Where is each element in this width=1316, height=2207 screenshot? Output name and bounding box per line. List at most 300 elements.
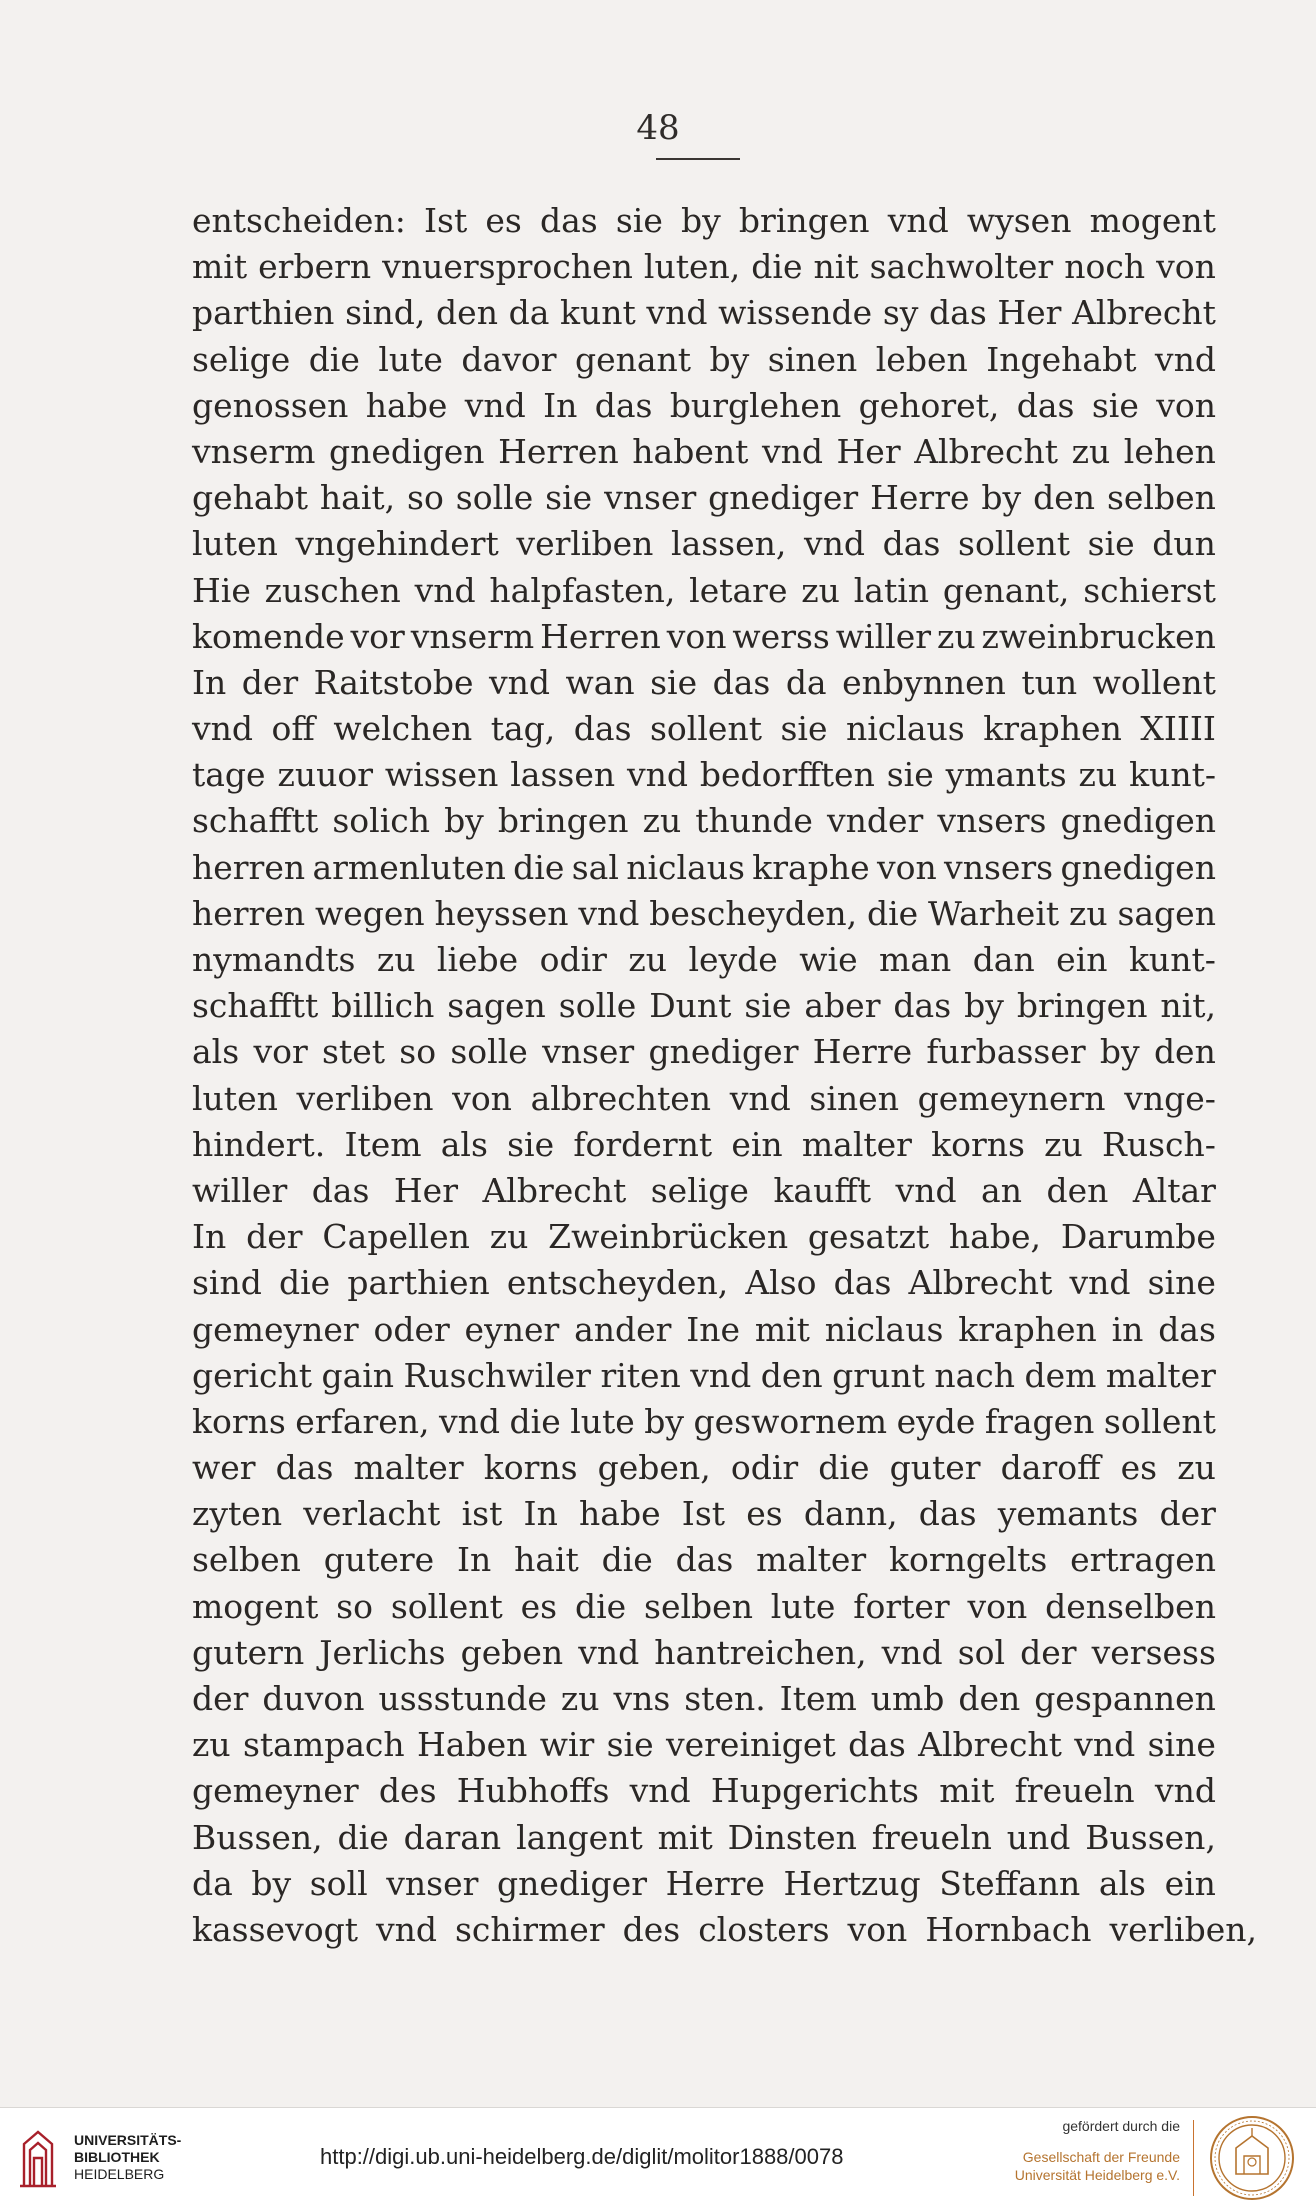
library-line-2: BIBLIOTHEK	[74, 2149, 160, 2165]
word: nymandts	[192, 940, 356, 979]
word: gnedigen	[1060, 847, 1216, 887]
word: Hertzug	[783, 1863, 921, 1903]
word: werss	[732, 616, 830, 656]
word: niclaus	[824, 1309, 944, 1349]
word: den	[1153, 1032, 1216, 1072]
word: den	[1046, 1170, 1109, 1210]
word: vnser	[386, 1863, 479, 1903]
word: Ist	[423, 201, 468, 240]
word: habent	[632, 431, 749, 471]
word: guter	[889, 1448, 981, 1488]
word: geben	[460, 1632, 564, 1672]
word: den	[436, 293, 498, 333]
word: verliben	[516, 524, 654, 564]
word: genossen	[192, 385, 349, 425]
word: zu	[1078, 755, 1118, 795]
word: lassen	[510, 755, 616, 795]
text-line	[192, 1214, 1216, 1260]
text-line	[192, 1722, 1216, 1768]
word: Her	[836, 431, 901, 471]
word: In	[456, 1540, 492, 1580]
word: halpfasten,	[489, 570, 676, 610]
word: komende	[192, 616, 345, 656]
word: vnd	[887, 201, 949, 240]
word: es	[485, 201, 522, 240]
word: das	[1158, 1309, 1216, 1349]
word: sie	[606, 1725, 654, 1765]
word: dem	[1024, 1355, 1097, 1395]
word: lute	[770, 1586, 836, 1626]
word: Herre	[665, 1863, 765, 1903]
word: zyten	[192, 1494, 283, 1534]
word: vns	[613, 1679, 671, 1718]
word: in	[1111, 1309, 1144, 1349]
word: das	[882, 524, 941, 564]
word: In	[192, 662, 227, 702]
word: das	[712, 662, 771, 702]
word: selben	[644, 1586, 753, 1626]
word: thunde	[695, 801, 813, 841]
word: wie	[799, 940, 858, 979]
word: hindert.	[192, 1124, 326, 1164]
word: nit	[813, 247, 859, 287]
text-line	[192, 475, 1216, 521]
word: schirmer	[455, 1909, 605, 1949]
word: vnd	[895, 1170, 957, 1210]
word: soll	[309, 1863, 368, 1903]
word: es	[520, 1586, 558, 1626]
sponsor-line-2: Universität Heidelberg e.V.	[1014, 2167, 1180, 2183]
word: zu	[628, 940, 668, 979]
word: solle	[450, 1032, 528, 1072]
word: armenluten	[312, 847, 506, 887]
word: vngehindert	[295, 524, 499, 564]
word: vnd	[1154, 1771, 1216, 1811]
word: sagen	[1117, 893, 1216, 933]
word: Jerlichs	[319, 1632, 446, 1672]
word: ertragen	[1070, 1540, 1216, 1580]
word: bringen	[1016, 986, 1148, 1026]
word: den	[958, 1679, 1021, 1718]
library-line-3: HEIDELBERG	[74, 2166, 165, 2182]
word: das	[918, 1494, 977, 1534]
word: zu	[1068, 893, 1108, 933]
sponsor-block	[1010, 2118, 1180, 2184]
word: lehen	[1123, 431, 1216, 471]
word: tun	[1021, 662, 1078, 702]
word: gesatzt	[807, 1217, 930, 1257]
word: luten	[192, 524, 278, 564]
word: sine	[1147, 1725, 1216, 1765]
word: dun	[1152, 524, 1216, 564]
word: als	[192, 1032, 240, 1072]
word: schafftt	[192, 801, 319, 841]
word: nit,	[1160, 986, 1216, 1026]
word: willer	[835, 616, 931, 656]
sponsor-line-1: Gesellschaft der Freunde	[1022, 2149, 1180, 2165]
word: sollent	[1103, 1401, 1216, 1441]
word: die	[601, 1540, 653, 1580]
word: das	[594, 385, 653, 425]
word: Dunt	[649, 986, 732, 1026]
word: sollent	[390, 1586, 503, 1626]
word: zu	[376, 940, 416, 979]
word: gnedigen	[1060, 801, 1216, 841]
word: habe	[365, 385, 448, 425]
word: die	[866, 893, 919, 933]
word: nach	[934, 1355, 1015, 1395]
word: vnd	[1074, 1725, 1136, 1765]
word: ist	[461, 1494, 503, 1534]
word: man	[879, 940, 952, 979]
word: kraphen	[983, 709, 1122, 749]
word: sagen	[447, 986, 546, 1026]
word: und	[1006, 1817, 1071, 1857]
word: by	[981, 478, 1022, 518]
text-line	[192, 568, 1216, 614]
text-line	[192, 1491, 1216, 1537]
word: korns	[483, 1448, 578, 1488]
word: sollent	[958, 524, 1070, 564]
word: vnuersprochen	[382, 247, 633, 287]
word: noch	[1064, 247, 1146, 287]
word: fordernt	[573, 1124, 713, 1164]
word: die	[509, 1401, 561, 1441]
page-number-rule	[656, 158, 740, 160]
word: vnsers	[937, 801, 1047, 841]
word: sinen	[767, 339, 858, 379]
word: wegen	[314, 893, 425, 933]
word: Altar	[1132, 1170, 1216, 1210]
word: vnd	[414, 570, 476, 610]
word: verliben	[296, 1078, 434, 1118]
text-line	[192, 1537, 1216, 1583]
word: by	[1099, 1032, 1140, 1072]
word: des	[378, 1771, 437, 1811]
word: wir	[539, 1725, 595, 1765]
word: stet	[322, 1032, 385, 1072]
text-line	[192, 660, 1216, 706]
word: das	[675, 1540, 734, 1580]
word: malter	[756, 1540, 867, 1580]
word: der	[246, 1217, 303, 1257]
word: umb	[870, 1679, 945, 1718]
word: die	[574, 1586, 627, 1626]
word: ussstunde	[378, 1679, 547, 1718]
word: niclaus	[846, 709, 965, 749]
word: billich	[331, 986, 435, 1026]
text-line	[192, 290, 1216, 336]
word: furbasser	[926, 1032, 1086, 1072]
word: Warheit	[928, 893, 1060, 933]
word: Her	[393, 1170, 458, 1210]
word: langent	[516, 1817, 643, 1857]
word: wer	[192, 1448, 256, 1488]
word: vnd	[439, 1401, 501, 1441]
word: den	[760, 1355, 823, 1395]
text-line	[192, 891, 1216, 937]
word: versess	[1091, 1632, 1216, 1672]
text-line	[192, 706, 1216, 752]
text-line	[192, 1399, 1216, 1445]
word: In	[192, 1217, 227, 1257]
word: letare	[689, 570, 788, 610]
word: schafftt	[192, 986, 319, 1026]
word: Herren	[540, 616, 661, 656]
word: heyssen	[434, 893, 569, 933]
word: verlacht	[303, 1494, 441, 1534]
word: Hubhoffs	[456, 1771, 610, 1811]
word: by	[444, 801, 484, 841]
word: vnd	[629, 1771, 691, 1811]
word: da	[508, 293, 550, 333]
word: Albrecht	[908, 1263, 1053, 1303]
word: genant	[574, 339, 692, 379]
word: bringen	[738, 201, 870, 240]
word: zu	[1071, 431, 1111, 471]
word: vnd	[729, 1078, 791, 1118]
text-line	[192, 614, 1216, 660]
word: dan	[972, 940, 1035, 979]
word: das	[573, 709, 632, 749]
word: freueln	[871, 1817, 992, 1857]
word: closters	[698, 1909, 830, 1949]
word: vnsers	[944, 847, 1054, 887]
word: Item	[344, 1124, 422, 1164]
word: by	[709, 339, 750, 379]
word: Herre	[812, 1032, 913, 1072]
word: sine	[1147, 1263, 1216, 1303]
word: sal	[571, 847, 619, 887]
page-number: 48	[636, 108, 680, 148]
word: mit	[657, 1817, 713, 1857]
word: da	[785, 662, 827, 702]
library-line-1: UNIVERSITÄTS-	[74, 2132, 182, 2148]
word: sinen	[809, 1078, 899, 1118]
word: hantreichen,	[654, 1632, 867, 1672]
word: dann,	[803, 1494, 898, 1534]
word: solich	[332, 801, 431, 841]
word: sind,	[345, 293, 426, 333]
word: gutern	[192, 1632, 305, 1672]
word: by	[251, 1863, 292, 1903]
word: Bussen,	[1085, 1817, 1216, 1857]
word: mit	[754, 1309, 810, 1349]
word: vnd	[488, 662, 550, 702]
word: eyner	[464, 1309, 560, 1349]
word: kassevogt	[192, 1909, 358, 1949]
word: leyde	[688, 940, 778, 979]
word: gericht	[192, 1355, 312, 1395]
word: vnd	[192, 709, 254, 749]
word: ymants	[945, 755, 1067, 795]
word: gespannen	[1034, 1679, 1216, 1718]
word: sie	[545, 478, 593, 518]
word: selben	[192, 1540, 301, 1580]
text-line	[192, 1029, 1216, 1075]
text-line	[192, 521, 1216, 567]
text-line	[192, 429, 1216, 475]
word: tag,	[490, 709, 556, 749]
word: zuuor	[277, 755, 374, 795]
text-line	[192, 937, 1216, 983]
word: malter	[801, 1124, 912, 1164]
word: enbynnen	[842, 662, 1006, 702]
word: wan	[565, 662, 635, 702]
word: sie	[650, 662, 698, 702]
word: welchen	[333, 709, 473, 749]
word: mit	[939, 1771, 995, 1811]
word: grunt	[832, 1355, 925, 1395]
word: sollent	[650, 709, 762, 749]
word: gnediger	[708, 478, 859, 518]
text-line	[192, 1353, 1216, 1399]
word: albrechten	[530, 1078, 712, 1118]
word: sie	[744, 986, 792, 1026]
word: davor	[461, 339, 557, 379]
library-name	[74, 2132, 181, 2183]
word: Hupgerichts	[710, 1771, 919, 1811]
word: gutere	[323, 1540, 435, 1580]
word: lassen,	[671, 524, 787, 564]
word: parthien	[347, 1263, 490, 1303]
word: leben	[875, 339, 968, 379]
word: eyde	[896, 1401, 976, 1441]
word: kraphe	[752, 847, 870, 887]
word: Herre	[870, 478, 970, 518]
word: von	[847, 1909, 908, 1949]
word: liebe	[436, 940, 519, 979]
word: mit	[192, 247, 248, 287]
text-line	[192, 1815, 1216, 1861]
text-line	[192, 798, 1216, 844]
word: geswornem	[693, 1401, 888, 1441]
text-line	[192, 1168, 1216, 1214]
word: daran	[403, 1817, 502, 1857]
word: habe	[579, 1494, 661, 1534]
word: selben	[1106, 478, 1216, 518]
word: luten	[192, 1078, 278, 1118]
word: vnd	[578, 1632, 640, 1672]
word: das	[833, 1263, 892, 1303]
word: erfaren,	[295, 1401, 430, 1441]
word: sie	[615, 201, 663, 240]
text-line	[192, 244, 1216, 290]
word: Her	[997, 293, 1062, 333]
word: das	[893, 986, 952, 1026]
word: die	[279, 1263, 331, 1303]
word: latin	[853, 570, 930, 610]
text-line	[192, 1676, 1216, 1722]
text-line	[192, 983, 1216, 1029]
word: denselben	[1045, 1586, 1216, 1626]
word: forter	[853, 1586, 950, 1626]
word: vor	[253, 1032, 308, 1072]
word: Herren	[498, 431, 619, 471]
word: da	[192, 1863, 233, 1903]
word: zu	[1177, 1448, 1216, 1488]
word: vnd	[881, 1632, 943, 1672]
word: entscheyden,	[506, 1263, 729, 1303]
word: bringen	[497, 801, 629, 841]
word: niclaus	[626, 847, 745, 887]
word: malter	[1105, 1355, 1216, 1395]
word: korns	[931, 1124, 1025, 1164]
word: das	[311, 1170, 370, 1210]
word: erbern	[258, 247, 372, 287]
word: kraphen	[958, 1309, 1097, 1349]
word: Capellen	[322, 1217, 470, 1257]
text-line	[192, 1122, 1216, 1168]
word: vnd	[627, 755, 689, 795]
word: habe,	[948, 1217, 1041, 1257]
word: zweinbrucken	[981, 616, 1216, 656]
word: mogent	[1089, 201, 1216, 240]
ub-heidelberg-logo-icon	[14, 2128, 62, 2190]
permalink-url[interactable]: http://digi.ub.uni-heidelberg.de/diglit/molitor1888/0078	[320, 2144, 844, 2169]
text-line	[192, 198, 1216, 244]
word: hait	[514, 1540, 579, 1580]
word: gehoret,	[858, 385, 1000, 425]
word: zu	[192, 1725, 231, 1765]
word: herren	[192, 893, 306, 933]
word: die	[337, 1817, 389, 1857]
word: In	[523, 1494, 558, 1534]
word: zuschen	[264, 570, 401, 610]
word: solle	[455, 478, 534, 518]
word: Albrecht	[914, 431, 1058, 471]
word: riten	[600, 1355, 681, 1395]
word: von	[1156, 247, 1216, 287]
word: gnediger	[496, 1863, 647, 1903]
text-line	[192, 1445, 1216, 1491]
word: vereiniget	[665, 1725, 836, 1765]
word: von	[876, 847, 937, 887]
word: sol	[957, 1632, 1006, 1672]
word: by	[681, 201, 721, 240]
word: es	[1120, 1448, 1158, 1488]
word: Darumbe	[1060, 1217, 1216, 1257]
word: odir	[730, 1448, 799, 1488]
word: bedorfften	[699, 755, 875, 795]
word: odir	[539, 940, 607, 979]
word: oder	[373, 1309, 450, 1349]
text-line	[192, 1260, 1216, 1306]
word: so	[336, 1586, 373, 1626]
word: des	[622, 1909, 681, 1949]
word: zu	[801, 570, 840, 610]
word: Zweinbrücken	[548, 1217, 789, 1257]
word: fragen	[984, 1401, 1095, 1441]
word: vnserm	[192, 431, 316, 471]
word: vnd	[646, 293, 708, 333]
word: zu	[560, 1679, 600, 1718]
word: ein	[1056, 940, 1108, 979]
word: gemeyner	[192, 1309, 359, 1349]
word: von	[967, 1586, 1028, 1626]
word: wissende	[718, 293, 873, 333]
university-seal-icon	[1208, 2114, 1296, 2202]
word: an	[981, 1170, 1022, 1210]
word: mogent	[192, 1586, 319, 1626]
word: aber	[804, 986, 881, 1026]
word: lute	[378, 339, 443, 379]
word: sind	[192, 1263, 262, 1303]
word: die	[308, 339, 360, 379]
word: selige	[192, 339, 291, 379]
word: Albrecht	[482, 1170, 627, 1210]
word: den	[1033, 478, 1096, 518]
